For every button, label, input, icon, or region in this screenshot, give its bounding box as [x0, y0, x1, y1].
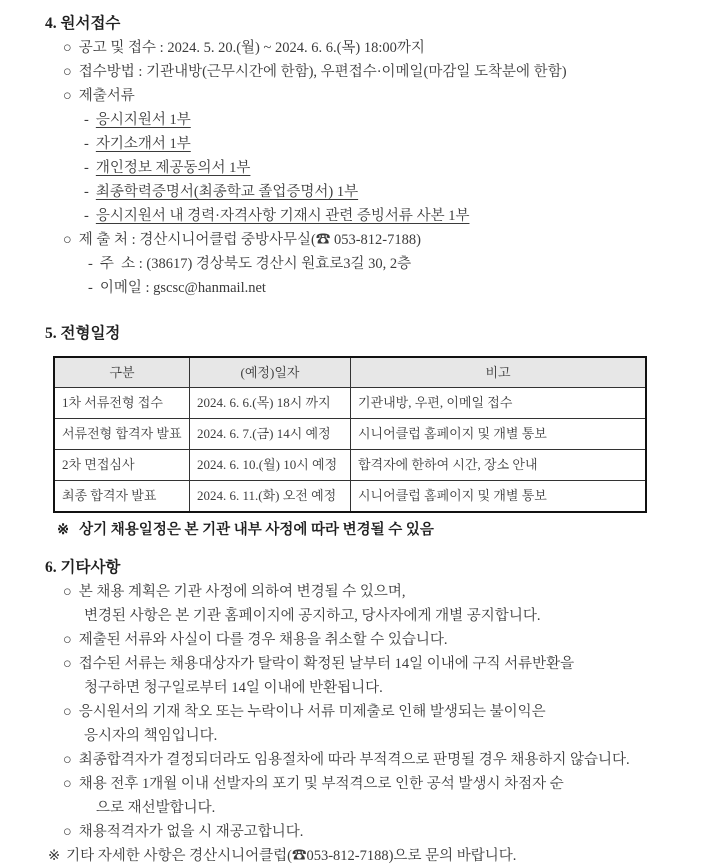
table-header-cell: (예정)일자: [190, 357, 351, 388]
table-cell: 기관내방, 우편, 이메일 접수: [351, 388, 647, 419]
list-item-text: 접수방법 : 기관내방(근무시간에 한함), 우편접수·이메일(마감일 도착분에 한함): [78, 64, 567, 80]
dash-bullet: -: [84, 112, 89, 128]
list-item: [63, 36, 679, 60]
doc-item-text: 자기소개서 1부: [95, 136, 191, 152]
list-item: [88, 276, 679, 300]
doc-list-item: [84, 204, 679, 228]
circle-bullet: ○: [63, 776, 72, 792]
list-item-text: 접수된 서류는 채용대상자가 탈락이 확정된 날부터 14일 이내에 구직 서류반환을: [78, 656, 575, 672]
table-cell: 1차 서류전형 접수: [54, 388, 190, 419]
list-item-text: 최종합격자가 결정되더라도 임용절차에 따라 부적격으로 판명될 경우 채용하지 않습니다.: [78, 752, 630, 768]
circle-bullet: ○: [63, 752, 72, 768]
list-item: [63, 60, 679, 84]
table-cell: 서류전형 합격자 발표: [54, 419, 190, 450]
schedule-note: [57, 518, 679, 542]
circle-bullet: ○: [63, 40, 72, 56]
doc-item-text: 응시지원서 내 경력·자격사항 기재시 관련 증빙서류 사본 1부: [95, 208, 470, 224]
circle-bullet: ○: [63, 632, 72, 648]
list-item-text: 변경된 사항은 본 기관 홈페이지에 공지하고, 당사자에게 개별 공지합니다.: [84, 608, 541, 624]
table-row: [54, 450, 646, 481]
email-text: 이메일 : gscsc@hanmail.net: [99, 280, 266, 296]
section-title-application: 4. 원서접수: [45, 15, 121, 32]
contact-footnote-text: 기타 자세한 사항은 경산시니어클럽(☎053-812-7188)으로 문의 바랍니다.: [66, 848, 517, 864]
star-bullet: ※: [48, 848, 61, 864]
circle-bullet: ○: [63, 88, 72, 104]
table-cell: 2차 면접심사: [54, 450, 190, 481]
table-cell: 2024. 6. 10.(월) 10시 예정: [190, 450, 351, 481]
list-item: [63, 580, 679, 604]
schedule-table: [53, 356, 647, 513]
address-text: 주 소 : (38617) 경상북도 경산시 원효로3길 30, 2층: [99, 256, 412, 272]
list-item-text: 제출된 서류와 사실이 다를 경우 채용을 취소할 수 있습니다.: [78, 632, 448, 648]
section-title-misc: 6. 기타사항: [45, 559, 121, 576]
list-item: [88, 252, 679, 276]
dash-bullet: -: [88, 256, 93, 272]
section-title-schedule: 5. 전형일정: [45, 325, 121, 342]
doc-list-item: [84, 132, 679, 156]
dash-bullet: -: [84, 160, 89, 176]
doc-list-item: [84, 108, 679, 132]
list-item: [63, 772, 679, 796]
circle-bullet: ○: [63, 232, 72, 248]
doc-item-text: 응시지원서 1부: [95, 112, 191, 128]
dash-bullet: -: [88, 280, 93, 296]
list-item-text: 본 채용 계획은 기관 사정에 의하여 변경될 수 있으며,: [78, 584, 406, 600]
list-item-text: 채용적격자가 없을 시 재공고합니다.: [78, 824, 304, 840]
list-item: [63, 84, 679, 108]
list-item: [63, 820, 679, 844]
list-item-continuation: [84, 724, 679, 748]
table-row: [54, 388, 646, 419]
table-cell: 2024. 6. 6.(목) 18시 까지: [190, 388, 351, 419]
list-item: [63, 748, 679, 772]
list-item: [63, 228, 679, 252]
list-item-text: 응시원서의 기재 착오 또는 누락이나 서류 미제출로 인해 발생되는 불이익은: [78, 704, 546, 720]
table-row: [54, 419, 646, 450]
list-item: [63, 652, 679, 676]
list-item-text: 공고 및 접수 : 2024. 5. 20.(월) ~ 2024. 6. 6.(목) 18:00까지: [78, 40, 425, 56]
list-item-continuation: [84, 676, 679, 700]
list-item-text: 제 출 처 : 경산시니어클럽 중방사무실(☎ 053-812-7188): [78, 232, 421, 248]
table-row: [54, 481, 646, 513]
table-cell: 합격자에 한하여 시간, 장소 안내: [351, 450, 647, 481]
table-header-cell: 비고: [351, 357, 647, 388]
table-header-row: [54, 357, 646, 388]
doc-item-text: 개인정보 제공동의서 1부: [95, 160, 251, 176]
dash-bullet: -: [84, 208, 89, 224]
circle-bullet: ○: [63, 64, 72, 80]
table-header-cell: 구분: [54, 357, 190, 388]
list-item-text: 채용 전후 1개월 이내 선발자의 포기 및 부적격으로 인한 공석 발생시 차점자 순: [78, 776, 564, 792]
circle-bullet: ○: [63, 824, 72, 840]
circle-bullet: ○: [63, 704, 72, 720]
table-cell: 2024. 6. 11.(화) 오전 예정: [190, 481, 351, 513]
list-item-continuation: [84, 604, 679, 628]
dash-bullet: -: [84, 136, 89, 152]
circle-bullet: ○: [63, 584, 72, 600]
contact-footnote: [48, 844, 679, 868]
table-cell: 시니어클럽 홈페이지 및 개별 통보: [351, 419, 647, 450]
table-cell: 최종 합격자 발표: [54, 481, 190, 513]
star-bullet: ※: [57, 522, 70, 538]
dash-bullet: -: [84, 184, 89, 200]
table-cell: 2024. 6. 7.(금) 14시 예정: [190, 419, 351, 450]
list-item: [63, 628, 679, 652]
list-item-continuation: [96, 796, 679, 820]
table-cell: 시니어클럽 홈페이지 및 개별 통보: [351, 481, 647, 513]
list-item: [63, 700, 679, 724]
doc-item-text: 최종학력증명서(최종학교 졸업증명서) 1부: [95, 184, 359, 200]
list-item-text: 제출서류: [78, 88, 135, 104]
schedule-note-text: 상기 채용일정은 본 기관 내부 사정에 따라 변경될 수 있음: [79, 522, 434, 538]
list-item-text: 청구하면 청구일로부터 14일 이내에 반환됩니다.: [84, 680, 383, 696]
circle-bullet: ○: [63, 656, 72, 672]
doc-list-item: [84, 156, 679, 180]
list-item-text: 응시자의 책임입니다.: [84, 728, 218, 744]
doc-list-item: [84, 180, 679, 204]
list-item-text: 으로 재선발합니다.: [96, 800, 216, 816]
